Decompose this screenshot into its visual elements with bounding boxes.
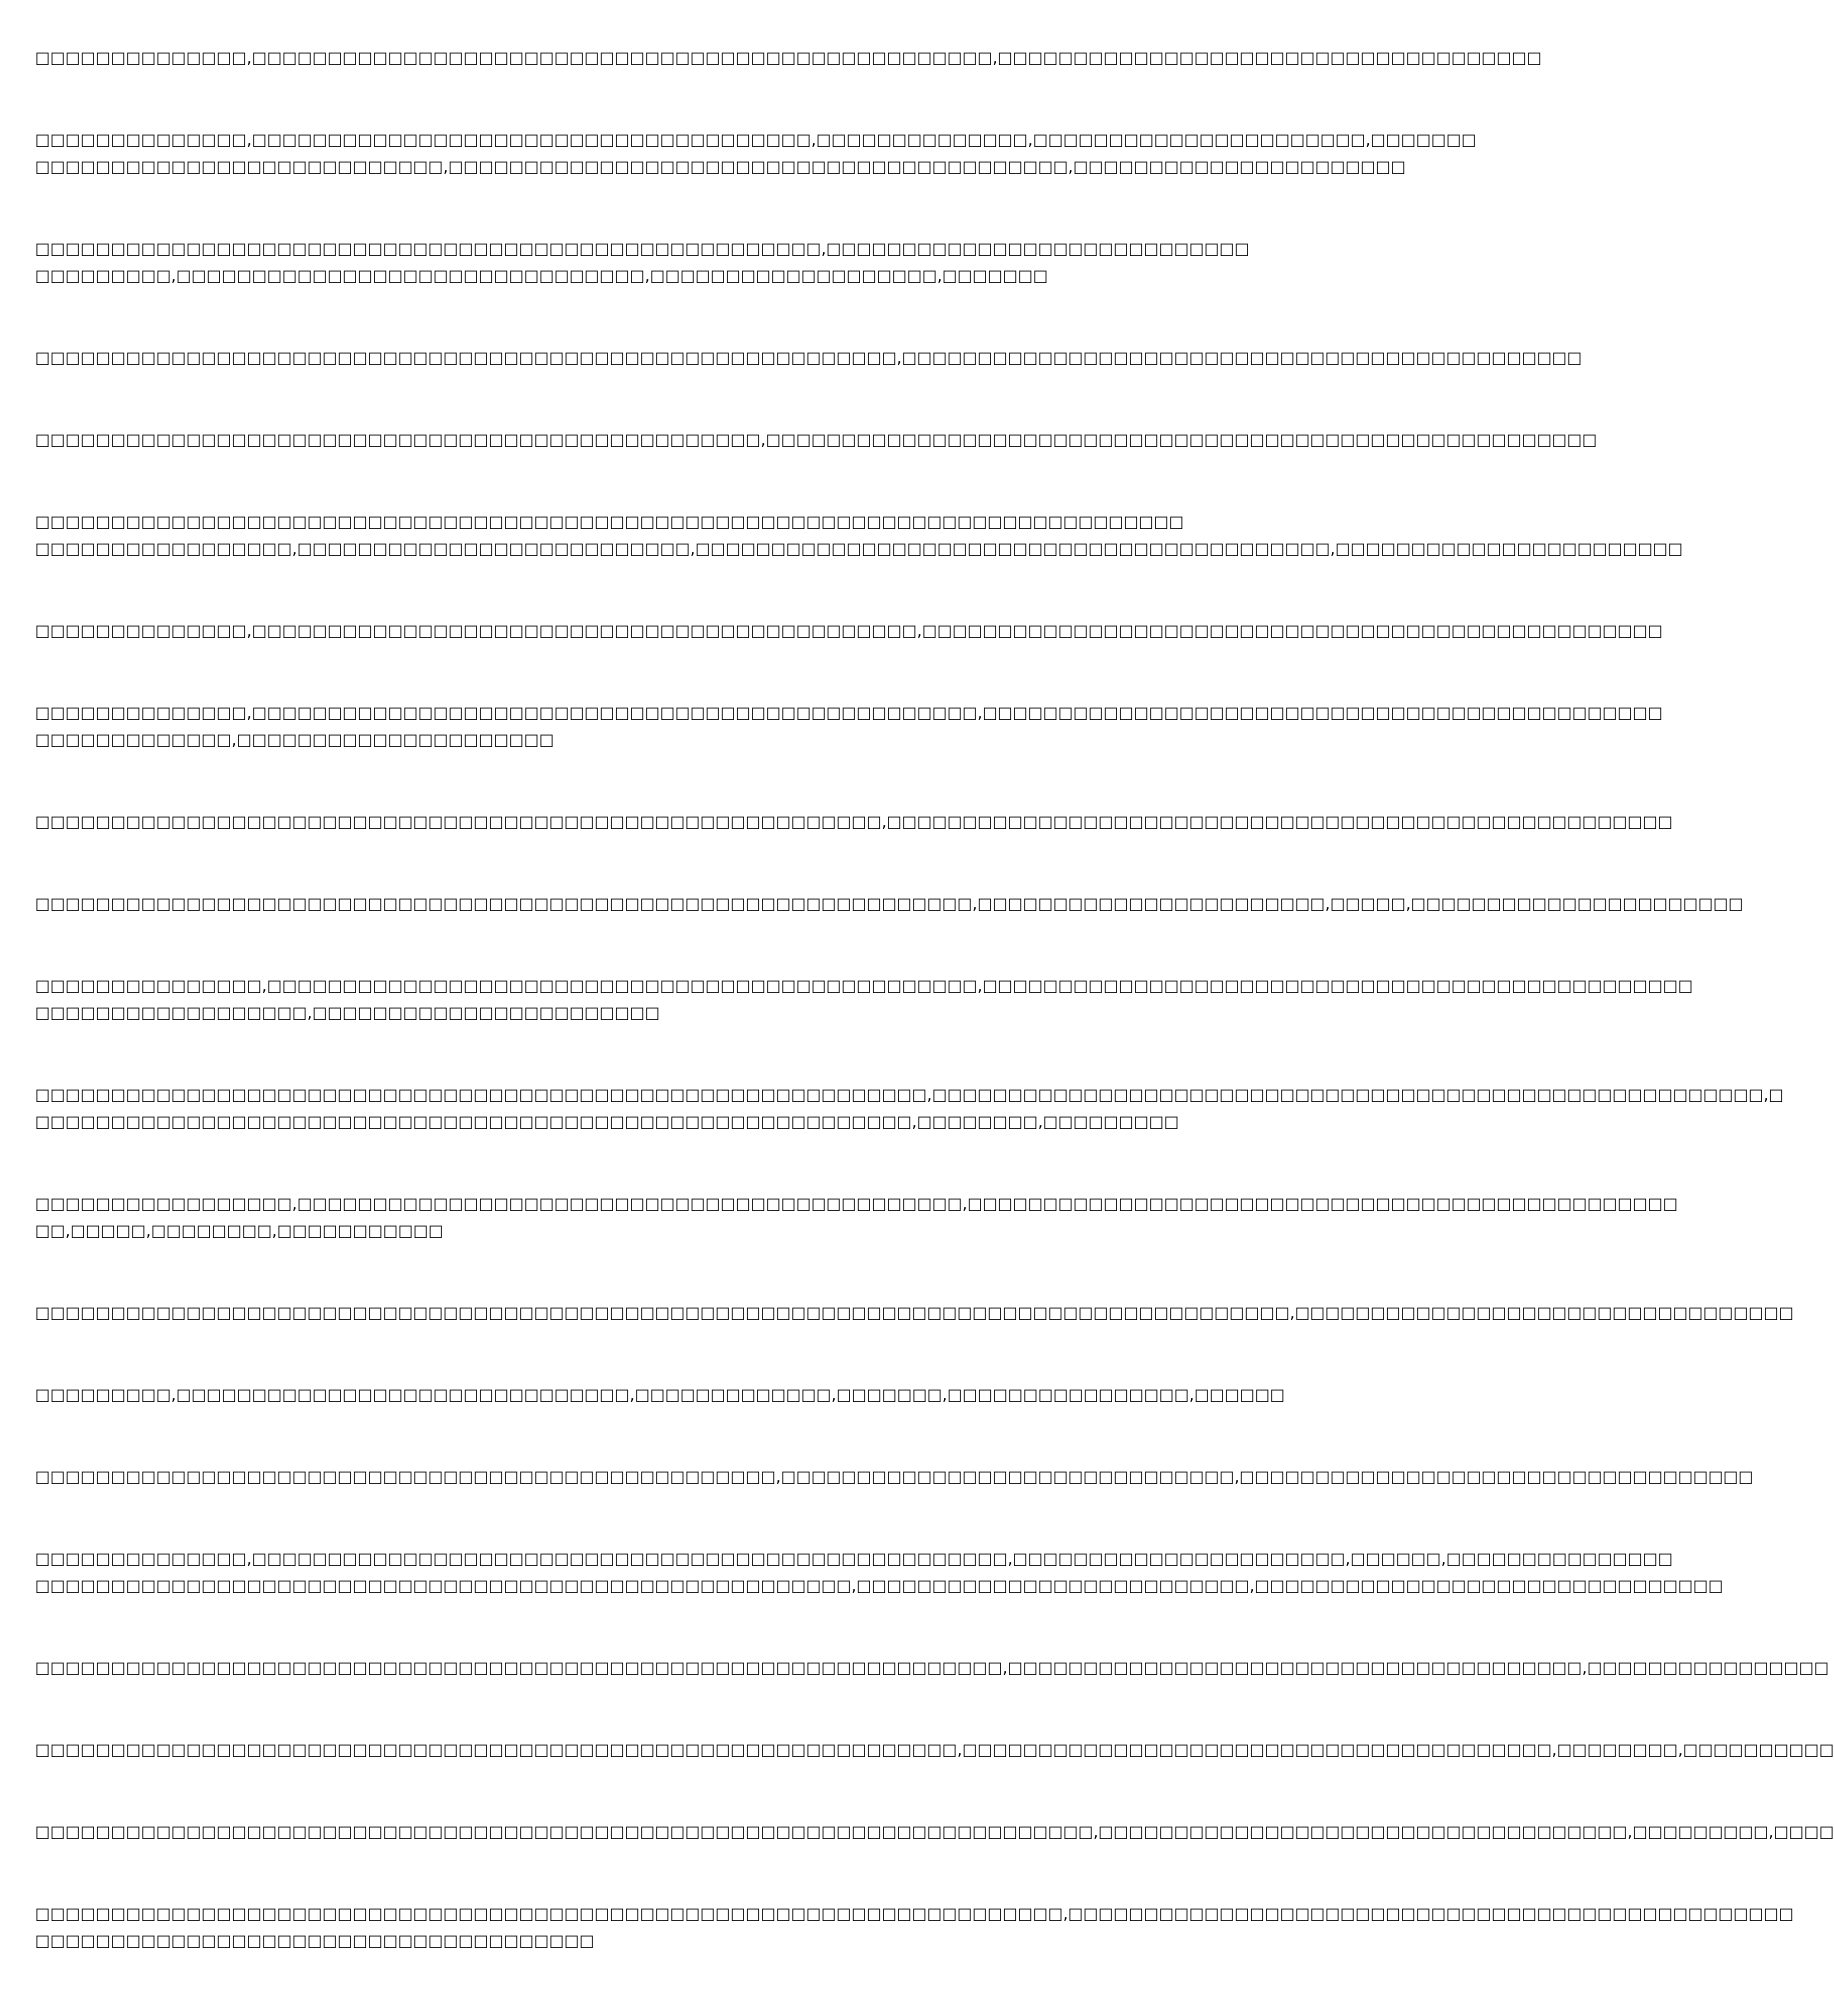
paragraph: □□□□□□□□□□□□□□□□□□□□□□□□□□□□□□□□□□□□□□□□□□□□□□□□□□□□□□□□,□□□□□□□□□□□□□□□□□□□□□□□□□□□□□□□□□□□□□□□□□□□□□□□□□□□□ bbox=[35, 812, 1673, 831]
paragraph: □□□□□□□□□□□□□□□□□□□□□□□□□□□□□□□□□□□□□□□□□□□□□□□□□□□□,□□□□□□□□□□□□□□□□□□□□□□□□□□□□ □□□□□□□□□,□□□□□□□□□□□□□□□□□□□□□□□□□□□□□□□,□□□□□□□□□□□□□□□□□□□,□□□□□□□ bbox=[35, 239, 1250, 285]
paragraph: □□□□□□□□□□□□□□□□□□□□□□□□□□□□□□□□□□□□□□□□□□□□□□□□□□□□□□□□□□□□□□□□□□□□□□□□□□□□ □□□□□□□□□□□□□□□□□,□□□□□□□□□□□□□□□□□□□□□□□□□□,□□□□□□□□□□□□□□□□□□□□□□□□□□□□□□□□□□□□□□□□□□,□□□□□□□□□□□□□□□□□□□□□□□ bbox=[35, 512, 1683, 558]
paragraph: □□□□□□□□□□□□□□,□□□□□□□□□□□□□□□□□□□□□□□□□□□□□□□□□□□□□□□□□□□□□□□□□,□□□□□□□□□□□□□□□□□□□□□□□□□□□□□□□□□□□□ bbox=[35, 48, 1542, 67]
paragraph: □□□□□□□□□□□□□□□□□□□□□□□□□□□□□□□□□□□□□□□□□□□□□□□□□□□□□□□□□□□□□□,□□□□□□□□□□□□□□□□□□□□□□□,□□□□□,□□□□□□□□□□□□□□□□□□□□□□ bbox=[35, 894, 1744, 913]
paragraph: □□□□□□□□□,□□□□□□□□□□□□□□□□□□□□□□□□□□□□□□,□□□□□□□□□□□□□,□□□□□□□,□□□□□□□□□□□□□□□□,□□□□□□ bbox=[35, 1385, 1285, 1404]
paragraph: □□□□□□□□□□□□□□□□□□□□□□□□□□□□□□□□□□□□□□□□□□□□□□□□,□□□□□□□□□□□□□□□□□□□□□□□□□□□□□□□□□□□□□□□□□□□□□□□□□□□□□□□ bbox=[35, 430, 1598, 449]
paragraph: □□□□□□□□□□□□□□□,□□□□□□□□□□□□□□□□□□□□□□□□□□□□□□□□□□□□□□□□□□□□□□□,□□□□□□□□□□□□□□□□□□□□□□□□□□□□□□□□□□□□□□□□□□□□□□□ □□□□□□□□□□□□□□□□□□,□□□□□□□□□□□□□□□□□□□□□□□ bbox=[35, 976, 1693, 1022]
paragraph: □□□□□□□□□□□□□□□□□□□□□□□□□□□□□□□□□□□□□□□□□□□□□□□□□□□□□□□□□□□,□□□□□□□□□□□□□□□□□□□□□□□□□□□□□□□□□□□□□□□□□□□□□□□□□□□□□□□,□ □□□□□□□□□□□□□□□□□□□□□□□□□□□□□□□□□□□□□□□□□□□□□□□□□□□□□□□□□□,□□□□□□□□,□□□□□□□□□ bbox=[35, 1085, 1784, 1131]
document-page bbox=[35, 44, 1834, 2009]
paragraph: □□□□□□□□□□□□□□□□□□□□□□□□□□□□□□□□□□□□□□□□□□□□□□□□□,□□□□□□□□□□□□□□□□□□□□□□□□□□□□□□,□□□□□□□□□□□□□□□□□□□□□□□□□□□□□□□□□□ bbox=[35, 1467, 1754, 1486]
paragraph: □□□□□□□□□□□□□□,□□□□□□□□□□□□□□□□□□□□□□□□□□□□□□□□□□□□□□□□□□□□□□□□,□□□□□□□□□□□□□□□□□□□□□□□□□□□□□□□□□□□□□□□□□□□□□ □□□□□□□□□□□□□,□□□□□□□□□□□□□□□□□□□□□ bbox=[35, 703, 1663, 749]
paragraph: □□□□□□□□□□□□□□□□□□□□□□□□□□□□□□□□□□□□□□□□□□□□□□□□□□□□□□□□□□□□□□□□□□□□,□□□□□□□□□□□□□□□□□□□□□□□□□□□□□□□□□□□□□□□□□□□□□□□□ □□□□□□□□□□□□□□□□□□□□□□□□□□□□□□□□□□□□□ bbox=[35, 1904, 1794, 1950]
paragraph: □□□□□□□□□□□□□□□□□□□□□□□□□□□□□□□□□□□□□□□□□□□□□□□□□□□□□□□□□□□□□□□□,□□□□□□□□□□□□□□□□□□□□□□□□□□□□□□□□□□□□□□,□□□□□□□□□□□□□□□□ bbox=[35, 1658, 1829, 1677]
paragraph: □□□□□□□□□□□□□□,□□□□□□□□□□□□□□□□□□□□□□□□□□□□□□□□□□□□□,□□□□□□□□□□□□□□,□□□□□□□□□□□□□□□□□□□□□□,□□□□□□□ □□□□□□□□□□□□□□□□□□□□□□□□□□□,□□□□□□□□□□□□□□□□□□□□□□□□□□□□□□□□□□□□□□□□□,□□□□□□□□□□□□□□□□□□□□□□ bbox=[35, 130, 1477, 176]
paragraph: □□□□□□□□□□□□□□□□□□□□□□□□□□□□□□□□□□□□□□□□□□□□□□□□□□□□□□□□□□□□□□□□□□□□□□□□□□□□□□□□□□□,□□□□□□□□□□□□□□□□□□□□□□□□□□□□□□□□□ bbox=[35, 1303, 1794, 1322]
paragraph: □□□□□□□□□□□□□□,□□□□□□□□□□□□□□□□□□□□□□□□□□□□□□□□□□□□□□□□□□□□□□□□□□,□□□□□□□□□□□□□□□□□□□□□□,□□□□□□,□□□□□□□□□□□□□□□ □□□□□□□□□□□□□□□□□□□□□□□□□□□□□□□□□□□□□□□□□□□□□□□□□□□□□□,□□□□□□□□□□□□□□□□□□□□□□□□□□,□□□□□□□□□□□□□□□□□□□□□□□□□□□□□□□ bbox=[35, 1549, 1724, 1595]
paragraph: □□□□□□□□□□□□□□□□□□□□□□□□□□□□□□□□□□□□□□□□□□□□□□□□□□□□□□□□□,□□□□□□□□□□□□□□□□□□□□□□□□□□□□□□□□□□□□□□□□□□□□□ bbox=[35, 348, 1583, 367]
paragraph: □□□□□□□□□□□□□□□□□□□□□□□□□□□□□□□□□□□□□□□□□□□□□□□□□□□□□□□□□□□□□,□□□□□□□□□□□□□□□□□□□□□□□□□□□□□□□□□□□□□□□,□□□□□□□□,□□□□□□□□□□ bbox=[35, 1740, 1834, 1759]
paragraph: □□□□□□□□□□□□□□□□□,□□□□□□□□□□□□□□□□□□□□□□□□□□□□□□□□□□□□□□□□□□□□,□□□□□□□□□□□□□□□□□□□□□□□□□□□□□□□□□□□□□□□□□□□□□□□ □□,□□□□□,□□□□□□□□,□□□□□□□□□□□ bbox=[35, 1194, 1678, 1240]
paragraph: □□□□□□□□□□□□□□,□□□□□□□□□□□□□□□□□□□□□□□□□□□□□□□□□□□□□□□□□□□□,□□□□□□□□□□□□□□□□□□□□□□□□□□□□□□□□□□□□□□□□□□□□□□□□□ bbox=[35, 621, 1663, 640]
paragraph: □□□□□□□□□□□□□□□□□□□□□□□□□□□□□□□□□□□□□□□□□□□□□□□□□□□□□□□□□□□□□□□□□□□□□□,□□□□□□□□□□□□□□□□□□□□□□□□□□□□□□□□□□□,□□□□□□□□□,□□□□ bbox=[35, 1822, 1834, 1841]
